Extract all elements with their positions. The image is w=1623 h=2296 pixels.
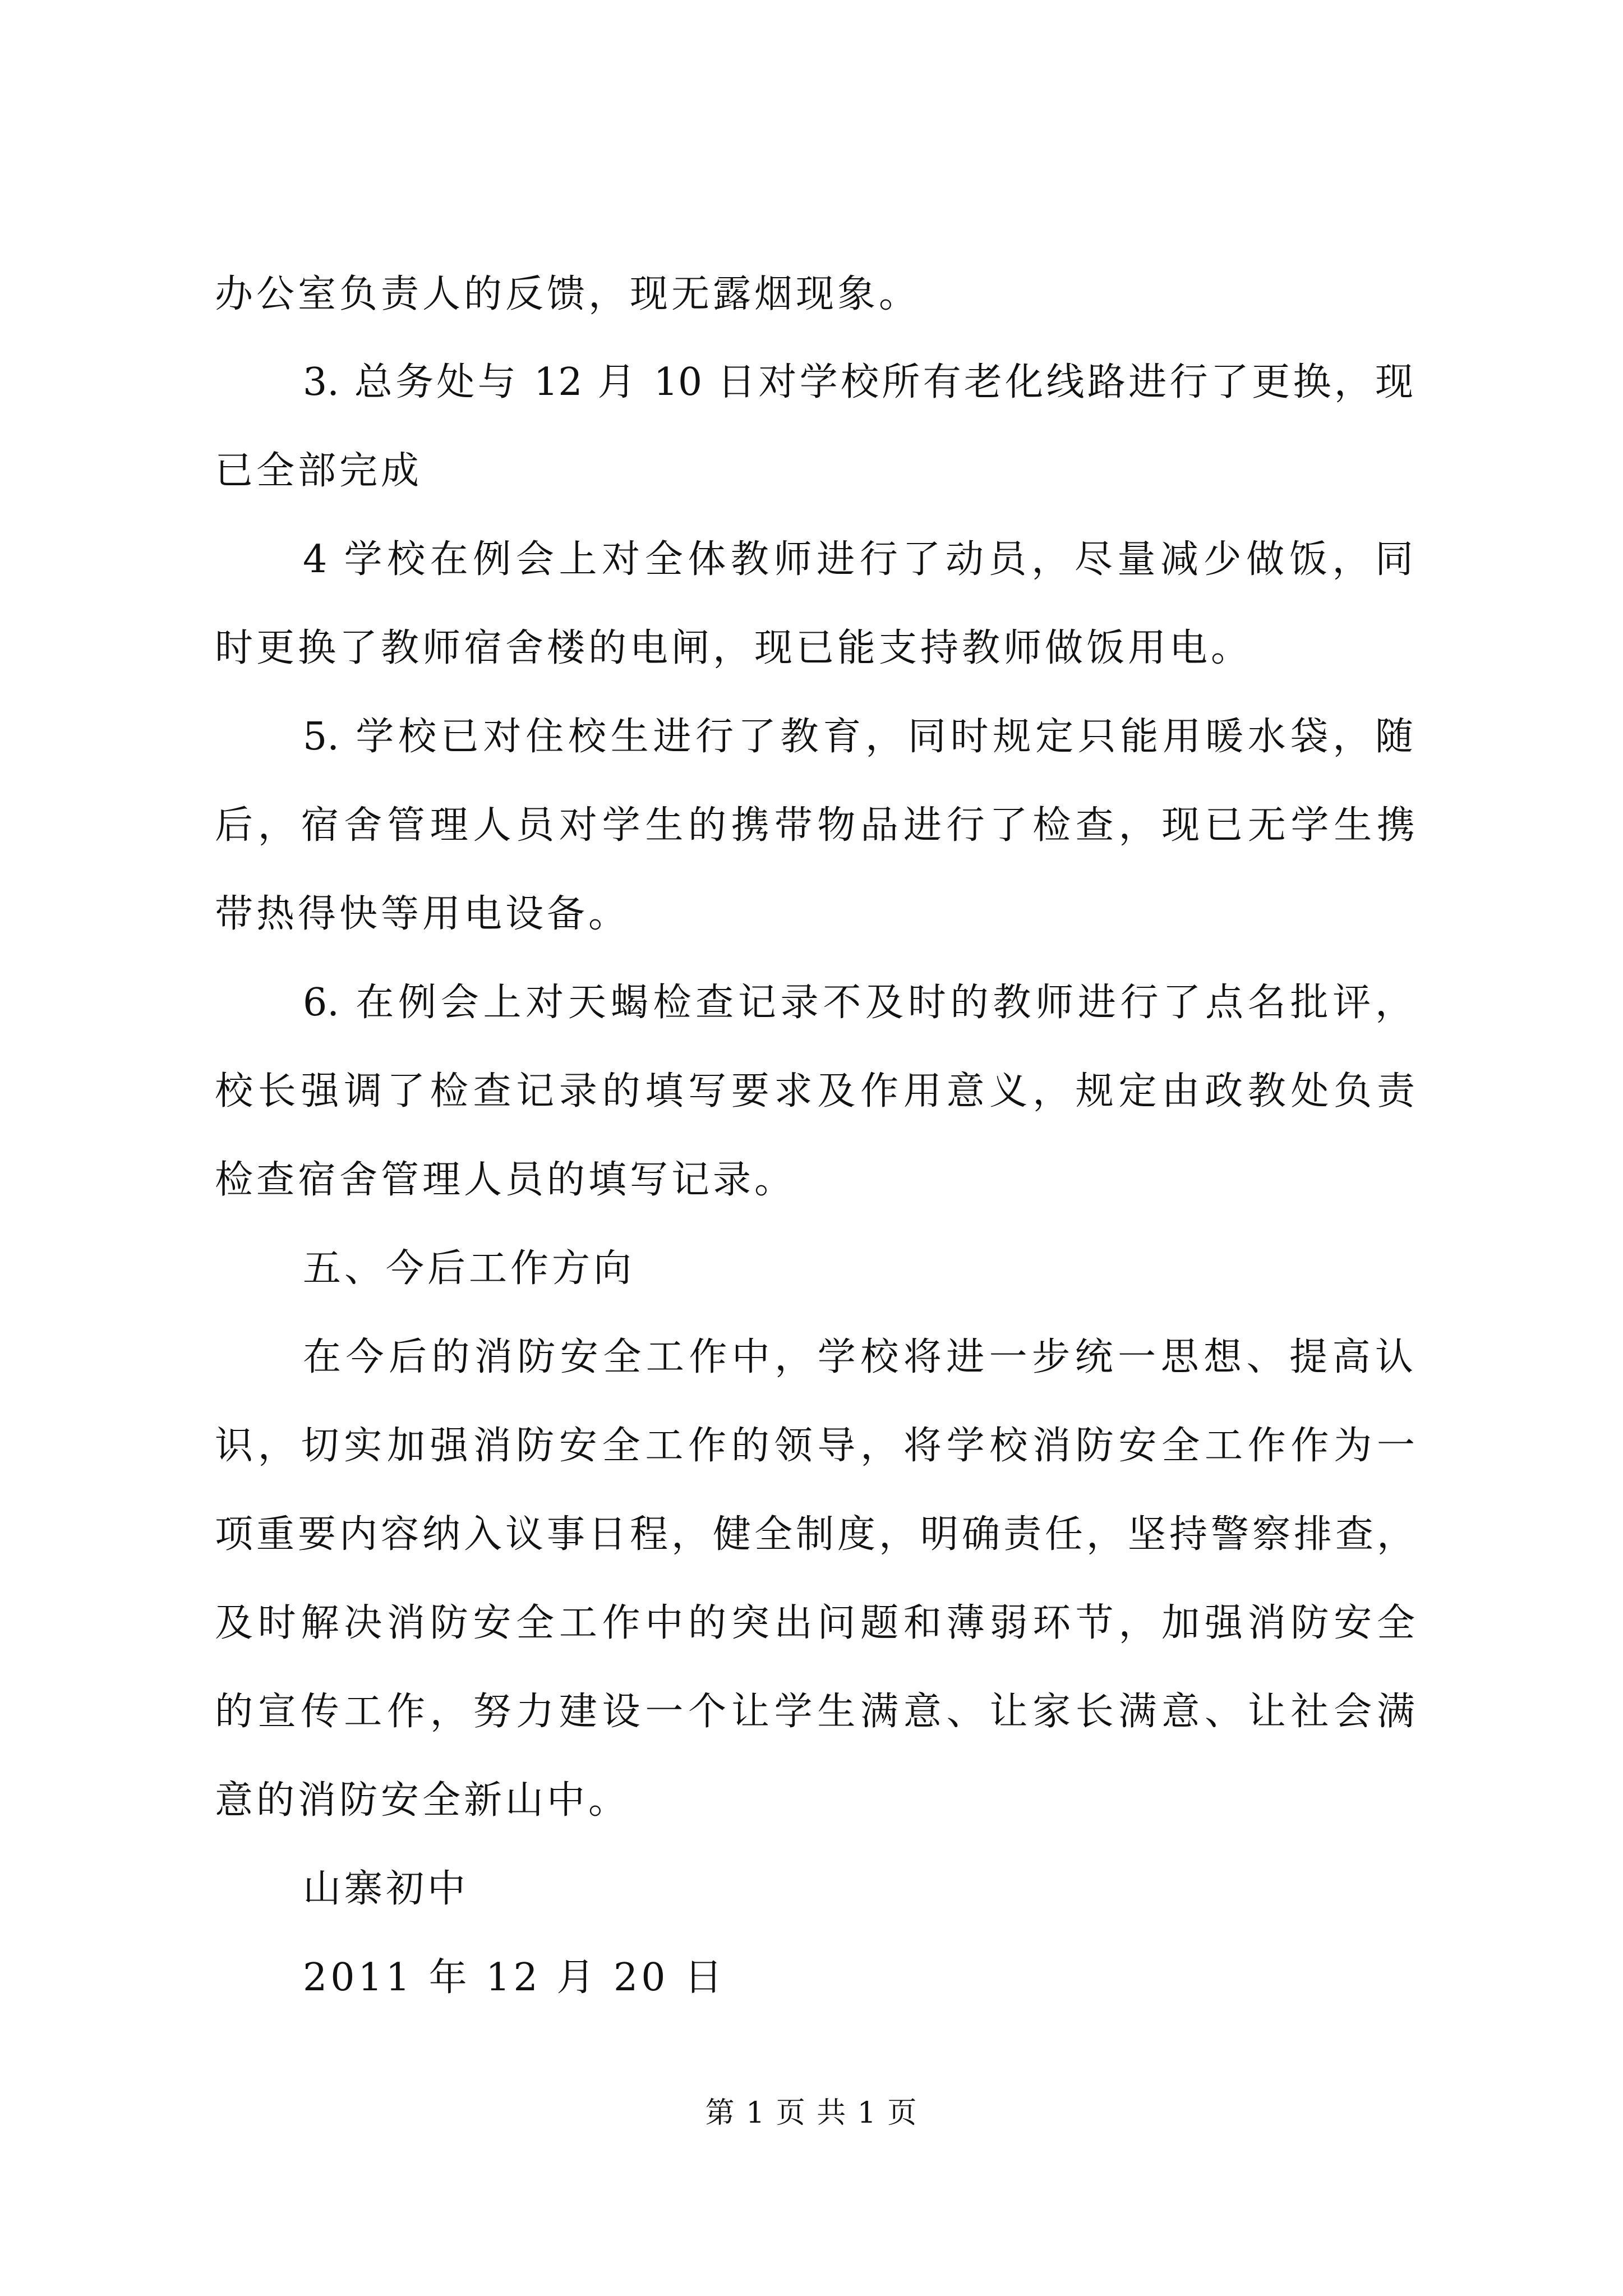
paragraph-line: 时更换了教师宿舍楼的电闸，现已能支持教师做饭用电。 <box>215 626 1253 670</box>
page-number-footer: 第 1 页 共 1 页 <box>705 2096 918 2130</box>
paragraph-line: 4 学校在例会上对全体教师进行了动员，尽量减少做饭，同 <box>303 537 1413 582</box>
paragraph-line: 意的消防安全新山中。 <box>215 1778 630 1823</box>
paragraph-line: 3. 总务处与 12 月 10 日对学校所有老化线路进行了更换，现 <box>303 360 1413 404</box>
paragraph-line: 5. 学校已对住校生进行了教育，同时规定只能用暖水袋，随 <box>303 715 1413 759</box>
paragraph-line: 在今后的消防安全工作中，学校将进一步统一思想、提高认 <box>303 1335 1413 1379</box>
signature-organization: 山寨初中 <box>303 1867 469 1911</box>
paragraph-line: 已全部完成 <box>215 449 423 493</box>
paragraph-line: 的宣传工作，努力建设一个让学生满意、让家长满意、让社会满 <box>215 1690 1415 1734</box>
section-heading: 五、今后工作方向 <box>303 1246 635 1291</box>
signature-date: 2011 年 12 月 20 日 <box>303 1955 726 2000</box>
paragraph-line: 检查宿舍管理人员的填写记录。 <box>215 1158 796 1202</box>
paragraph-line: 识，切实加强消防安全工作的领导，将学校消防安全工作作为一 <box>215 1424 1415 1468</box>
paragraph-line: 校长强调了检查记录的填写要求及作用意义，规定由政教处负责 <box>215 1069 1415 1114</box>
paragraph-line: 后，宿舍管理人员对学生的携带物品进行了检查，现已无学生携 <box>215 803 1415 848</box>
paragraph-line: 带热得快等用电设备。 <box>215 892 630 936</box>
paragraph-line: 项重要内容纳入议事日程，健全制度，明确责任，坚持警察排查， <box>215 1512 1415 1557</box>
paragraph-line: 6. 在例会上对天蝎检查记录不及时的教师进行了点名批评， <box>303 981 1413 1025</box>
paragraph-line: 及时解决消防安全工作中的突出问题和薄弱环节，加强消防安全 <box>215 1601 1415 1645</box>
paragraph-line: 办公室负责人的反馈，现无露烟现象。 <box>215 272 921 316</box>
